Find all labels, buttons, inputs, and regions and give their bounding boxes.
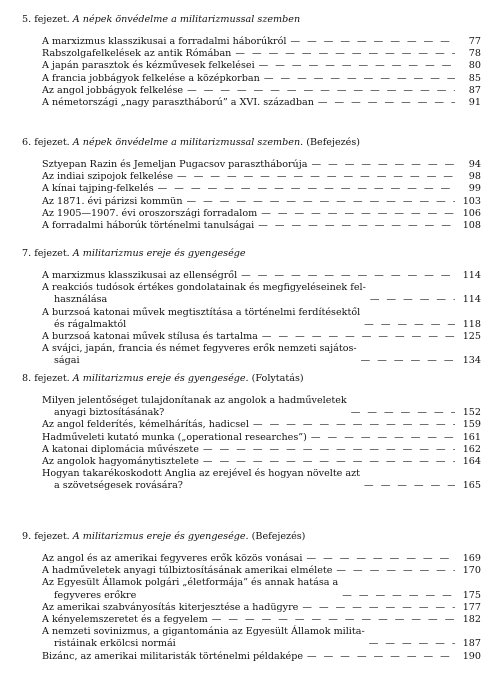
dash-leader (351, 407, 455, 419)
chapter-heading (22, 373, 481, 385)
entry-title-line: Az angolok hagyománytisztelete (42, 456, 199, 468)
entry-title-line: Bizánc, az amerikai militaristák történelmi példaképe (42, 650, 304, 662)
entry-title (42, 97, 314, 109)
page-number: 85 (468, 72, 481, 84)
toc-entry[interactable] (42, 159, 481, 171)
entry-title (42, 196, 183, 208)
entry-title-line: használása (54, 294, 108, 306)
toc-entry[interactable] (42, 48, 481, 60)
entry-title (42, 395, 347, 419)
chapter-title: A militarizmus ereje és gyengesége. (72, 531, 249, 542)
toc-entry[interactable] (42, 432, 481, 444)
entry-title-line: A németországi „nagy parasztháború” a XVI. században (42, 97, 314, 109)
dash-leader (342, 590, 455, 602)
entry-title-line: ristáinak erkölcsi normái (54, 638, 176, 650)
dash-leader (369, 638, 455, 650)
toc-entry[interactable] (42, 614, 481, 626)
toc-entry[interactable] (42, 282, 481, 306)
entry-title-line: A japán parasztok és kézművesek felkelései (42, 60, 255, 72)
entry-title (42, 343, 357, 367)
entry-title-line: és rágalmaktól (54, 318, 127, 330)
entry-title (42, 48, 231, 60)
toc-entry[interactable] (42, 419, 481, 431)
entry-title (42, 220, 254, 232)
dash-leader (307, 651, 455, 663)
entry-list (20, 395, 481, 493)
entry-title-line: A francia jobbágyok felkelése a középkorban (42, 72, 260, 84)
entry-title-line: A burzsoá katonai művek megtisztítása a történelmi ferdítésektől (42, 306, 361, 318)
page-number: 77 (468, 36, 481, 47)
page-number: 169 (462, 553, 481, 564)
entry-title (42, 208, 257, 220)
entry-title (42, 614, 208, 626)
page-number: 78 (468, 48, 481, 60)
toc-entry[interactable] (42, 220, 481, 232)
dash-leader (203, 444, 455, 456)
dash-leader (336, 565, 455, 577)
toc-entry[interactable] (42, 331, 481, 343)
entry-title (42, 432, 307, 444)
chapter-number: 7. fejezet. (22, 248, 70, 259)
page-number: 118 (462, 318, 481, 330)
entry-title (42, 577, 338, 601)
dash-leader (262, 331, 455, 343)
entry-title-line: a szövetségesek rovására? (54, 480, 183, 492)
page-number: 80 (468, 60, 481, 72)
entry-title-line: A nemzeti sovinizmus, a gigantománia az Egyesült Államok milita- (42, 626, 365, 638)
chapter-section (20, 248, 481, 368)
entry-title (42, 282, 366, 306)
dash-leader (318, 97, 455, 109)
chapter-title: A militarizmus ereje és gyengesége (72, 248, 246, 259)
dash-leader (364, 319, 455, 331)
page-number: 162 (462, 443, 481, 455)
entry-title (42, 183, 154, 195)
entry-title-line: A marxizmus klasszikusai az ellenségről (42, 270, 238, 281)
entry-list (20, 159, 481, 232)
chapter-heading (22, 14, 481, 26)
toc-entry[interactable] (42, 196, 481, 208)
dash-leader (311, 159, 455, 171)
dash-leader (253, 419, 455, 431)
entry-list (20, 270, 481, 368)
toc-entry[interactable] (42, 602, 481, 614)
entry-title-line: A hadműveletek anyagi túlbiztosításának amerikai elmélete (42, 565, 333, 577)
page-number: 94 (468, 159, 481, 170)
entry-title-line: Az Egyesült Államok polgári „életformája” és annak hatása a (42, 577, 339, 589)
chapter-section (20, 373, 481, 493)
dash-leader (364, 480, 455, 492)
entry-title-line: A forradalmi háborúk történelmi tanulságai (42, 220, 255, 232)
toc-entry[interactable] (42, 468, 481, 492)
dash-leader (187, 196, 455, 208)
entry-title-line: A marxizmus klasszikusai a forradalmi háborúkról (42, 36, 287, 47)
entry-title (42, 456, 199, 468)
page-number: 161 (462, 431, 481, 443)
toc-entry[interactable] (42, 456, 481, 468)
entry-title (42, 565, 332, 577)
toc-entry[interactable] (42, 60, 481, 72)
dash-leader (302, 602, 455, 614)
entry-title-line: Az 1871. évi párizsi kommün (42, 195, 183, 207)
page-number: 177 (462, 601, 481, 613)
dash-leader (290, 36, 455, 48)
page-number: 103 (462, 195, 481, 207)
entry-title (42, 626, 365, 650)
chapter-title: A militarizmus ereje és gyengesége. (72, 373, 249, 384)
dash-leader (258, 220, 455, 232)
entry-title (42, 444, 199, 456)
page-number: 164 (462, 456, 481, 468)
chapter-suffix: (Folytatás) (251, 373, 304, 384)
page-number: 159 (462, 419, 481, 431)
toc-entry[interactable] (42, 171, 481, 183)
chapter-number: 5. fejezet. (22, 14, 70, 25)
page-number: 99 (468, 183, 481, 195)
toc-entry[interactable] (42, 651, 481, 663)
dash-leader (259, 60, 455, 72)
toc-entry[interactable] (42, 577, 481, 601)
toc-entry[interactable] (42, 343, 481, 367)
page-number: 98 (468, 171, 481, 183)
entry-title-line: fegyveres erőkre (54, 589, 137, 601)
entry-title (42, 171, 173, 183)
entry-title (42, 159, 307, 171)
entry-title-line: A burzsoá katonai művek stílusa és tartalma (42, 331, 258, 343)
toc-entry[interactable] (42, 36, 481, 48)
page-number: 87 (468, 84, 481, 96)
dash-leader (241, 270, 455, 282)
entry-title (42, 85, 183, 97)
toc-entry[interactable] (42, 626, 481, 650)
dash-leader (311, 432, 455, 444)
entry-list (20, 553, 481, 663)
page-number: 91 (468, 97, 481, 109)
entry-title-line: Milyen jelentőséget tulajdonítanak az angolok a hadműveletek (42, 395, 347, 406)
entry-list (20, 36, 481, 109)
dash-leader (235, 48, 455, 60)
toc-entry[interactable] (42, 553, 481, 565)
entry-title-line: Sztyepan Razin és Jemeljan Pugacsov parasztháborúja (42, 159, 308, 170)
page-number: 187 (462, 638, 481, 650)
chapter-number: 8. fejezet. (22, 373, 70, 384)
page-number: 114 (462, 294, 481, 306)
entry-title (42, 602, 298, 614)
chapter-title: A népek önvédelme a militarizmussal szemben (72, 14, 301, 25)
dash-leader (261, 208, 455, 220)
chapter-number: 9. fejezet. (22, 531, 70, 542)
toc-entry[interactable] (42, 307, 481, 331)
entry-title-line: ságai (54, 355, 80, 367)
page-number: 170 (462, 565, 481, 577)
chapter-number: 6. fejezet. (22, 137, 70, 148)
entry-title-line: Az angol és az amerikai fegyveres erők közös vonásai (42, 553, 303, 564)
chapter-suffix: (Befejezés) (306, 137, 361, 148)
entry-title (42, 651, 303, 663)
entry-title-line: Az angol felderítés, kémelhárítás, hadicsel (42, 419, 249, 431)
page-number: 134 (462, 355, 481, 367)
chapter-suffix: (Befejezés) (251, 531, 306, 542)
entry-title-line: Az 1905—1907. évi oroszországi forradalom (42, 207, 258, 219)
entry-title (42, 270, 237, 282)
page-number: 108 (462, 220, 481, 232)
chapter-section (20, 14, 481, 109)
toc-entry[interactable] (42, 395, 481, 419)
entry-title-line: A svájci, japán, francia és német fegyveres erők nemzeti sajátos- (42, 343, 357, 355)
chapter-heading (22, 137, 481, 149)
toc-entry[interactable] (42, 208, 481, 220)
page-number: 106 (462, 207, 481, 219)
page-number: 152 (462, 407, 481, 419)
toc-entry[interactable] (42, 270, 481, 282)
toc-entry[interactable] (42, 73, 481, 85)
dash-leader (203, 456, 455, 468)
page-number: 182 (462, 614, 481, 626)
dash-leader (306, 553, 455, 565)
entry-title (42, 468, 360, 492)
entry-title (42, 73, 260, 85)
entry-title-line: A kényelemszeretet és a fegyelem (42, 614, 208, 626)
entry-title (42, 553, 302, 565)
dash-leader (361, 355, 455, 367)
entry-title (42, 60, 255, 72)
entry-title-line: Hadműveleti kutató munka („operational researches”) (42, 431, 307, 443)
entry-title-line: Hogyan takarékoskodott Anglia az erejével és hogyan növelte azt (42, 468, 361, 480)
page-number: 125 (462, 331, 481, 343)
entry-title-line: Rabszolgafelkelések az antik Rómában (42, 48, 232, 60)
entry-title (42, 36, 286, 48)
entry-title-line: anyagi biztosításának? (54, 407, 165, 419)
entry-title-line: Az amerikai szabványosítás kiterjesztése a hadügyre (42, 601, 299, 613)
entry-title (42, 331, 258, 343)
dash-leader (158, 183, 455, 195)
toc-entry[interactable] (42, 444, 481, 456)
page-number: 165 (462, 480, 481, 492)
entry-title-line: A reakciós tudósok értékes gondolatainak és megfigyeléseinek fel- (42, 282, 366, 294)
chapter-heading (22, 248, 481, 260)
dash-leader (212, 614, 455, 626)
chapter-title: A népek önvédelme a militarizmussal szemben. (72, 137, 304, 148)
toc-entry[interactable] (42, 183, 481, 195)
entry-title-line: A kínai tajping-felkelés (42, 183, 154, 195)
page-number: 190 (462, 650, 481, 662)
toc-entry[interactable] (42, 565, 481, 577)
page-number: 175 (462, 589, 481, 601)
chapter-section (20, 531, 481, 663)
entry-title (42, 307, 360, 331)
dash-leader (187, 85, 455, 97)
dash-leader (264, 73, 455, 85)
entry-title-line: A katonai diplomácia művészete (42, 443, 199, 455)
dash-leader (370, 294, 455, 306)
chapter-heading (22, 531, 481, 543)
entry-title-line: Az angol jobbágyok felkelése (42, 84, 184, 96)
chapter-section (20, 137, 481, 232)
page-number: 114 (462, 270, 481, 281)
dash-leader (177, 171, 455, 183)
toc-entry[interactable] (42, 97, 481, 109)
toc-entry[interactable] (42, 85, 481, 97)
entry-title-line: Az indiai szipojok felkelése (42, 171, 174, 183)
entry-title (42, 419, 249, 431)
